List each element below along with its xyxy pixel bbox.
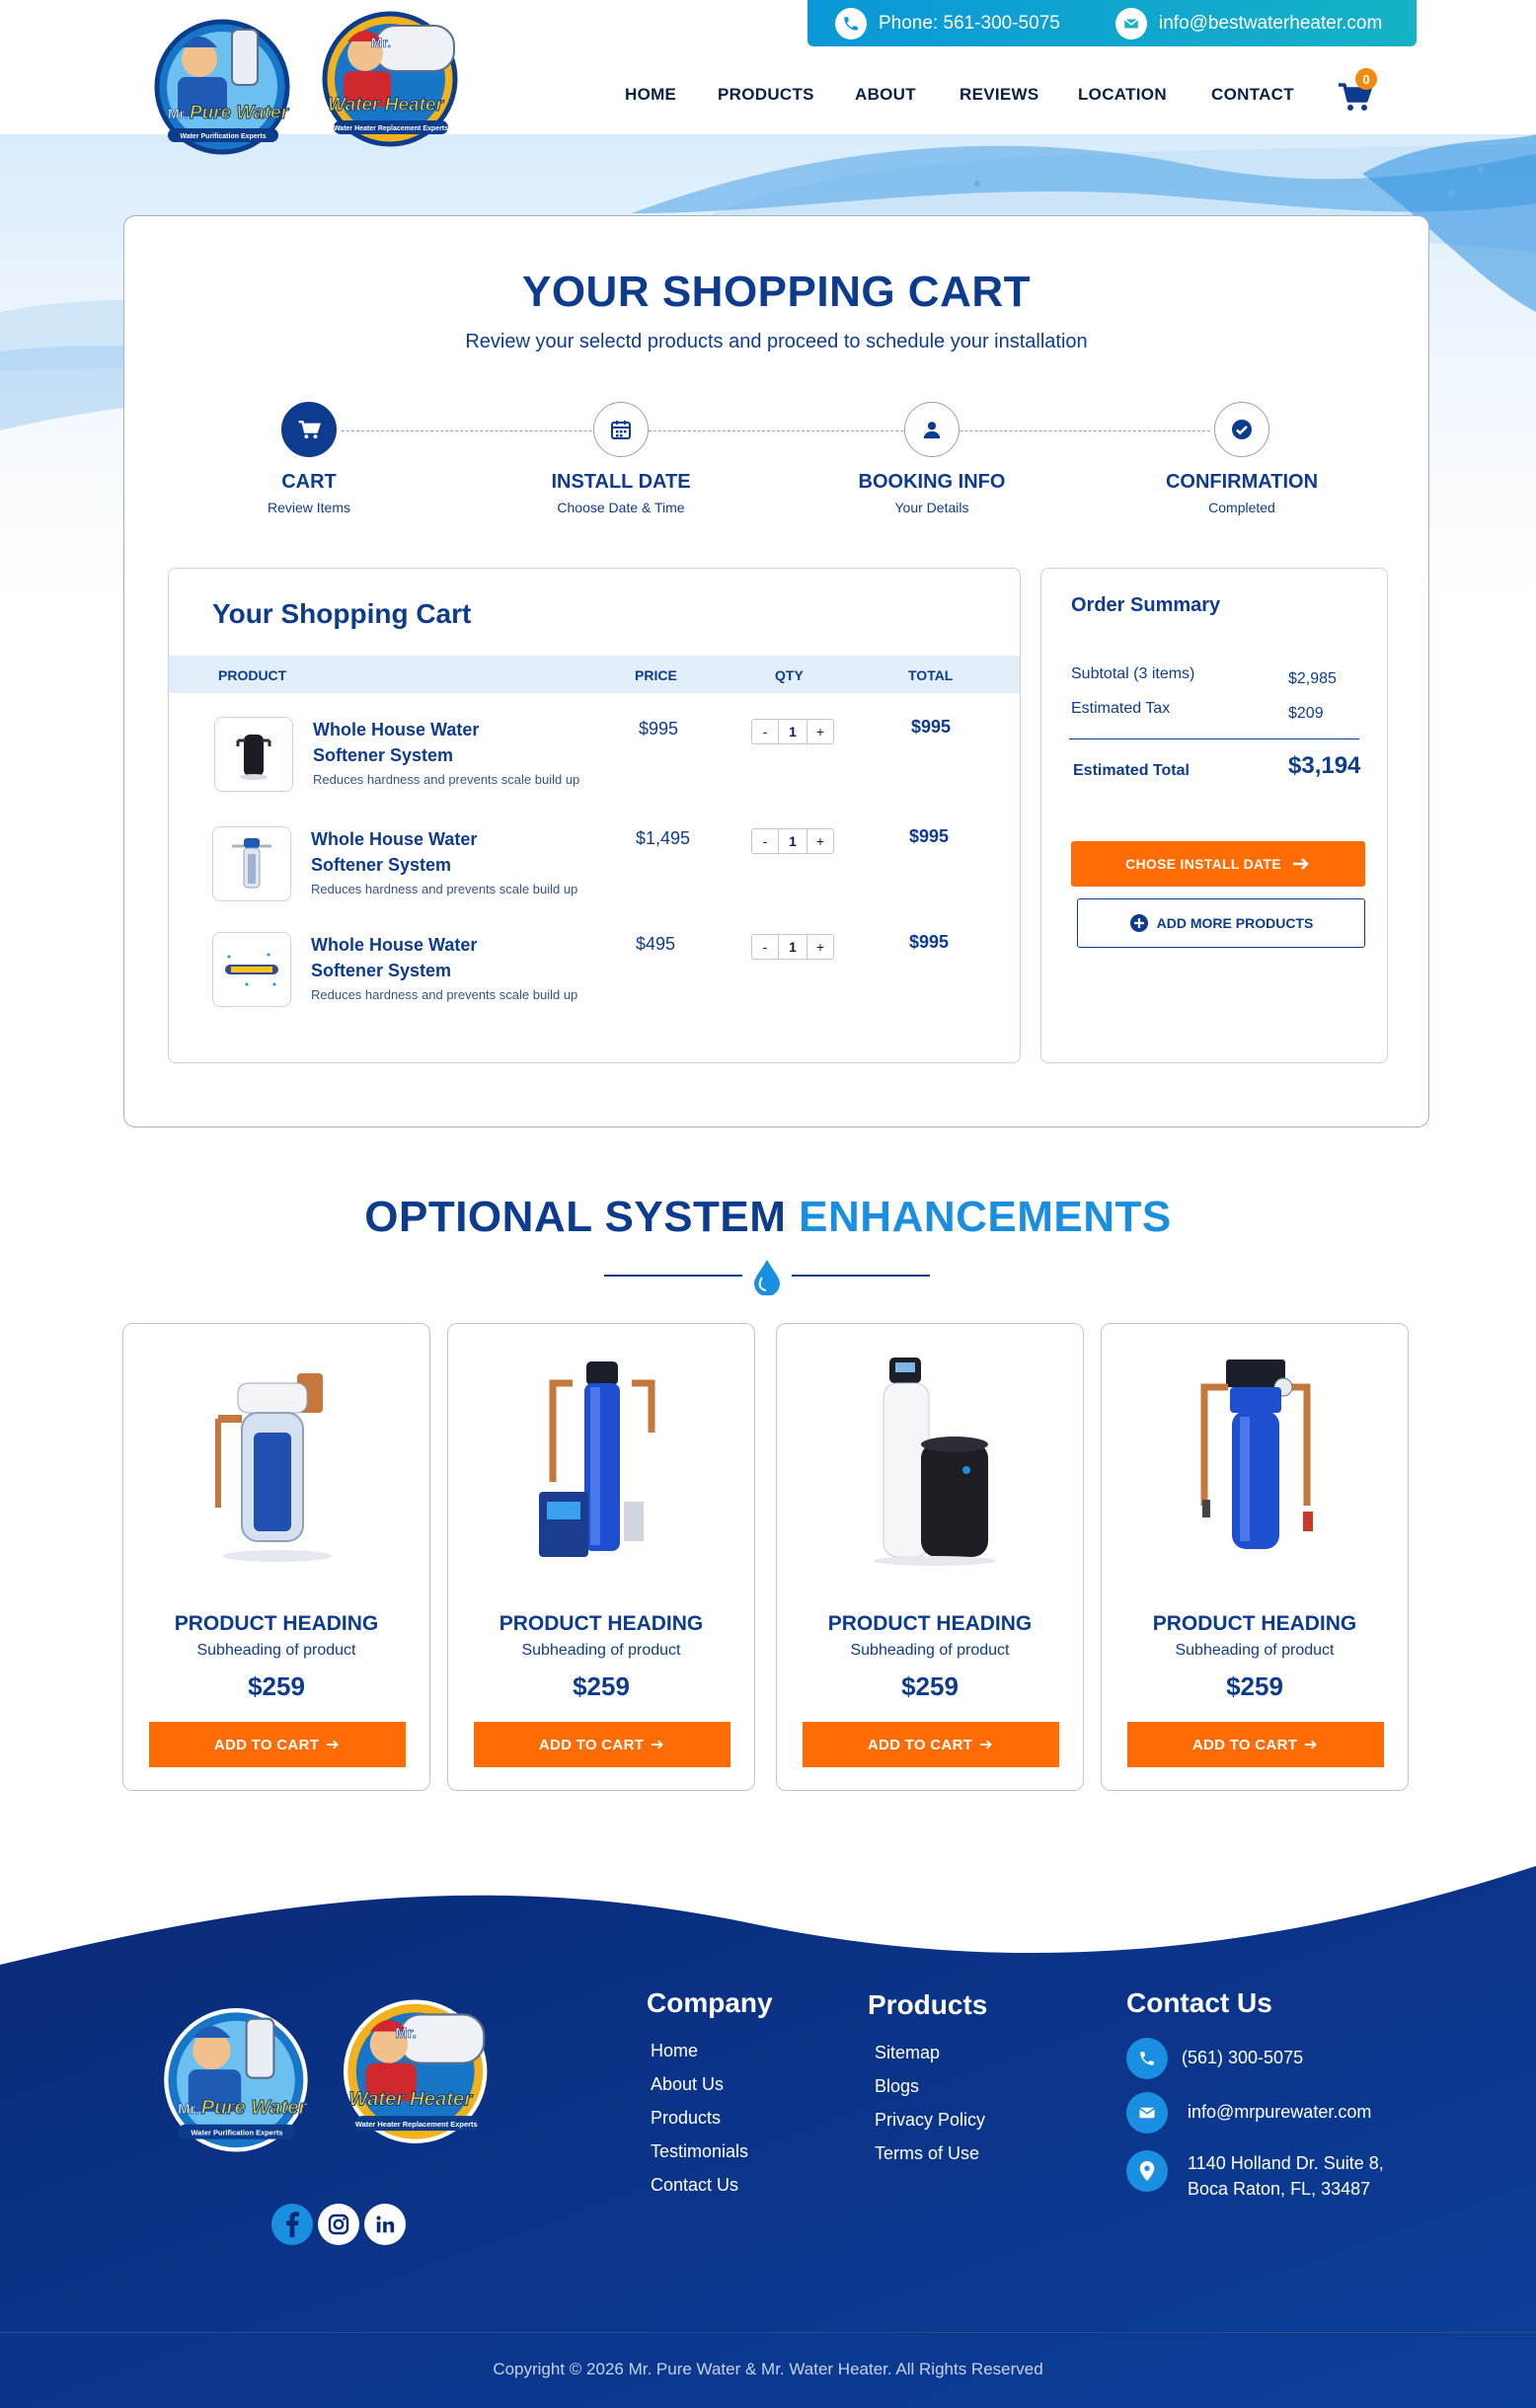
- add-to-cart-label: ADD TO CART: [867, 1736, 973, 1753]
- plus-circle-icon: [1129, 913, 1149, 933]
- enhancement-price: $259: [573, 1671, 630, 1701]
- summary-heading: Order Summary: [1071, 594, 1221, 616]
- footer-logo-left-line1: Mr.: [178, 2101, 199, 2118]
- page-subtitle: Review your selectd products and proceed to schedule your installation: [465, 331, 1088, 352]
- enhancements-title: [0, 1193, 1536, 1242]
- summary-tax: [1071, 700, 1357, 722]
- topbar-phone[interactable]: [835, 8, 1060, 39]
- step-title: BOOKING INFO: [858, 471, 1006, 493]
- qty-increase-button[interactable]: +: [806, 828, 834, 854]
- product-price: $495: [636, 934, 676, 954]
- step-install-date[interactable]: [502, 402, 739, 515]
- product-image[interactable]: [503, 1354, 701, 1571]
- email-icon: [1115, 8, 1147, 39]
- nav-location[interactable]: LOCATION: [1078, 85, 1167, 104]
- enhancements-title-part2: ENHANCEMENTS: [799, 1193, 1172, 1241]
- qty-value[interactable]: 1: [779, 828, 806, 854]
- qty-increase-button[interactable]: +: [806, 934, 834, 960]
- footer-email-text: info@mrpurewater.com: [1188, 2102, 1372, 2122]
- step-title: CART: [281, 471, 337, 493]
- enhancement-card: [776, 1323, 1084, 1791]
- footer-link-home[interactable]: Home: [651, 2041, 699, 2060]
- step-subtitle: Your Details: [894, 500, 969, 515]
- enhancement-subheading: Subheading of product: [1175, 1642, 1335, 1659]
- nav-home[interactable]: HOME: [625, 85, 677, 104]
- add-to-cart-button[interactable]: [474, 1722, 730, 1767]
- arrow-right-icon: [1291, 856, 1311, 872]
- footer-link-contact[interactable]: Contact Us: [651, 2175, 739, 2195]
- step-title: CONFIRMATION: [1165, 471, 1319, 493]
- product-price: $1,495: [636, 828, 691, 848]
- footer-company-heading: Company: [647, 1987, 773, 2018]
- footer-products-heading: Products: [868, 1989, 988, 2020]
- cart-table-header: [169, 656, 1020, 693]
- product-name[interactable]: Whole House Water Softener System: [311, 935, 478, 980]
- column-qty: QTY: [775, 667, 804, 683]
- footer-products-column: [868, 1989, 987, 2177]
- enhancement-card: [1101, 1323, 1409, 1791]
- product-description: Reduces hardness and prevents scale build up: [313, 772, 580, 787]
- add-to-cart-button[interactable]: [149, 1722, 406, 1767]
- facebook-icon[interactable]: [271, 2204, 313, 2245]
- add-to-cart-button[interactable]: [803, 1722, 1059, 1767]
- step-cart[interactable]: [191, 402, 427, 515]
- quantity-stepper: [751, 828, 834, 854]
- footer-divider: [0, 2332, 1536, 2333]
- arrow-right-icon: [978, 1739, 994, 1750]
- product-thumbnail[interactable]: [212, 826, 291, 901]
- footer-email[interactable]: [1126, 2092, 1371, 2134]
- footer-logo[interactable]: [146, 1989, 526, 2162]
- enhancement-subheading: Subheading of product: [196, 1642, 356, 1659]
- tax-label: Estimated Tax: [1071, 700, 1171, 717]
- enhancement-price: $259: [901, 1671, 959, 1701]
- qty-value[interactable]: 1: [779, 719, 806, 744]
- qty-decrease-button[interactable]: -: [751, 828, 779, 854]
- copyright-text: Copyright © 2026 Mr. Pure Water & Mr. Water Heater. All Rights Reserved: [493, 2360, 1043, 2378]
- location-pin-icon: [1126, 2150, 1168, 2192]
- header-logo[interactable]: [138, 8, 494, 158]
- cart-row: [169, 717, 1020, 806]
- logo-right-line2: Water Heater: [328, 95, 443, 116]
- footer-logo-right-tagline: Water Heater Replacement Experts: [354, 2119, 478, 2129]
- footer-link-testimonials[interactable]: Testimonials: [651, 2141, 749, 2161]
- add-to-cart-label: ADD TO CART: [213, 1736, 320, 1753]
- footer-address-line2: Boca Raton, FL, 33487: [1188, 2179, 1371, 2199]
- steps-connector: [342, 430, 1210, 431]
- product-image[interactable]: [179, 1354, 376, 1571]
- nav-reviews[interactable]: REVIEWS: [960, 85, 1039, 104]
- quantity-stepper: [751, 719, 834, 744]
- water-drop-divider: [604, 1256, 930, 1295]
- product-price: $995: [639, 719, 679, 738]
- step-subtitle: Choose Date & Time: [557, 500, 685, 515]
- page-title: YOUR SHOPPING CART: [521, 268, 1032, 316]
- enhancement-heading: PRODUCT HEADING: [1152, 1612, 1357, 1635]
- cart-row: [169, 932, 1020, 1021]
- qty-decrease-button[interactable]: -: [751, 934, 779, 960]
- cart-heading: Your Shopping Cart: [212, 598, 472, 629]
- linkedin-icon[interactable]: [364, 2204, 406, 2245]
- email-icon: [1126, 2092, 1168, 2134]
- add-to-cart-button[interactable]: [1127, 1722, 1384, 1767]
- product-description: Reduces hardness and prevents scale build up: [311, 987, 578, 1002]
- phone-icon: [835, 8, 867, 39]
- enhancement-price: $259: [248, 1671, 305, 1701]
- cart-panel: [123, 215, 1429, 1127]
- footer-company-column: [647, 1987, 773, 2209]
- footer-address-line1: 1140 Holland Dr. Suite 8,: [1188, 2153, 1384, 2173]
- line-total: $995: [909, 932, 950, 952]
- footer-link-terms[interactable]: Terms of Use: [875, 2143, 980, 2163]
- summary-divider: [1069, 738, 1359, 739]
- footer-contact-heading: Contact Us: [1126, 1987, 1272, 2018]
- logo-left-line1: Mr.: [168, 106, 189, 121]
- enhancement-heading: PRODUCT HEADING: [499, 1612, 704, 1635]
- arrow-right-icon: [325, 1739, 341, 1750]
- step-title: INSTALL DATE: [551, 471, 691, 493]
- phone-icon: [1126, 2038, 1168, 2079]
- add-to-cart-label: ADD TO CART: [1191, 1736, 1298, 1753]
- enhancement-price: $259: [1226, 1671, 1283, 1701]
- cart-row: [169, 826, 1020, 915]
- logo-left-line2: Pure Water: [190, 103, 288, 123]
- instagram-icon[interactable]: [318, 2204, 359, 2245]
- order-summary: [1040, 568, 1388, 1063]
- product-thumbnail[interactable]: [212, 932, 291, 1007]
- logo-right-line1: Mr.: [370, 35, 392, 50]
- add-more-products-button[interactable]: [1077, 898, 1365, 948]
- quantity-stepper: [751, 934, 834, 960]
- enhancement-card: [447, 1323, 755, 1791]
- enhancement-card: [122, 1323, 430, 1791]
- add-more-label: ADD MORE PRODUCTS: [1156, 915, 1314, 931]
- qty-value[interactable]: 1: [779, 934, 806, 960]
- column-total: TOTAL: [908, 667, 954, 683]
- logo-left-tagline: Water Purification Experts: [180, 133, 267, 140]
- footer-logo-left-line2: Pure Water: [200, 2097, 307, 2119]
- footer-link-blogs[interactable]: Blogs: [875, 2076, 920, 2096]
- subtotal-label: Subtotal (3 items): [1071, 665, 1195, 682]
- product-image[interactable]: [832, 1354, 1030, 1571]
- column-price: PRICE: [635, 667, 677, 683]
- cart-count-badge: 0: [1355, 68, 1377, 90]
- column-product: PRODUCT: [218, 667, 287, 683]
- calendar-icon: [593, 402, 649, 457]
- product-name[interactable]: Whole House Water Softener System: [311, 829, 478, 875]
- qty-decrease-button[interactable]: -: [751, 719, 779, 744]
- enhancement-subheading: Subheading of product: [850, 1642, 1010, 1659]
- estimated-total-label: Estimated Total: [1073, 762, 1190, 779]
- tax-value: $209: [1288, 705, 1324, 722]
- enhancements-title-part1: OPTIONAL SYSTEM: [364, 1193, 787, 1241]
- check-icon: [1214, 402, 1269, 457]
- footer-address[interactable]: [1126, 2150, 1384, 2202]
- product-thumbnail[interactable]: [214, 717, 293, 792]
- footer-contact-column: [1126, 1987, 1272, 2041]
- enhancement-heading: PRODUCT HEADING: [174, 1612, 379, 1635]
- product-image[interactable]: [1157, 1354, 1354, 1571]
- nav-products[interactable]: PRODUCTS: [718, 85, 814, 104]
- qty-increase-button[interactable]: +: [806, 719, 834, 744]
- nav-about[interactable]: ABOUT: [855, 85, 916, 104]
- footer-phone-text: (561) 300-5075: [1182, 2048, 1304, 2067]
- estimated-total-value: $3,194: [1288, 752, 1361, 779]
- line-total: $995: [909, 826, 950, 846]
- arrow-right-icon: [650, 1739, 665, 1750]
- line-total: $995: [911, 717, 952, 737]
- summary-subtotal: [1071, 665, 1357, 687]
- step-booking-info[interactable]: [813, 402, 1050, 515]
- arrow-right-icon: [1303, 1739, 1319, 1750]
- footer-logo-right-line1: Mr.: [395, 2025, 417, 2042]
- install-button-label: CHOSE INSTALL DATE: [1125, 856, 1281, 872]
- add-to-cart-label: ADD TO CART: [538, 1736, 645, 1753]
- nav-contact[interactable]: CONTACT: [1211, 85, 1294, 104]
- shopping-cart-table: [168, 568, 1021, 1063]
- contact-topbar: [807, 0, 1417, 46]
- topbar-email-label: info@bestwaterheater.com: [1159, 12, 1383, 34]
- step-subtitle: Review Items: [267, 500, 351, 515]
- footer-address-text: [1188, 2150, 1384, 2202]
- footer-link-privacy[interactable]: Privacy Policy: [875, 2110, 986, 2130]
- cart-icon: [281, 402, 337, 457]
- choose-install-date-button[interactable]: [1071, 841, 1365, 887]
- footer-logo-right-line2: Water Heater: [348, 2088, 473, 2111]
- footer-phone[interactable]: [1126, 2038, 1303, 2079]
- topbar-email[interactable]: [1115, 8, 1382, 39]
- user-icon: [904, 402, 960, 457]
- footer-logo-left-tagline: Water Purification Experts: [191, 2128, 283, 2137]
- step-subtitle: Completed: [1208, 500, 1275, 515]
- footer-link-products[interactable]: Products: [651, 2108, 722, 2128]
- step-confirmation[interactable]: [1123, 402, 1360, 515]
- footer-link-about[interactable]: About Us: [651, 2074, 725, 2094]
- product-name[interactable]: Whole House Water Softener System: [313, 720, 480, 765]
- topbar-phone-label: Phone: 561-300-5075: [879, 12, 1060, 34]
- product-description: Reduces hardness and prevents scale build up: [311, 882, 578, 896]
- enhancement-subheading: Subheading of product: [521, 1642, 681, 1659]
- subtotal-value: $2,985: [1288, 670, 1337, 687]
- footer-link-sitemap[interactable]: Sitemap: [875, 2043, 941, 2062]
- logo-right-tagline: Water Heater Replacement Experts: [333, 125, 449, 132]
- enhancement-heading: PRODUCT HEADING: [827, 1612, 1033, 1635]
